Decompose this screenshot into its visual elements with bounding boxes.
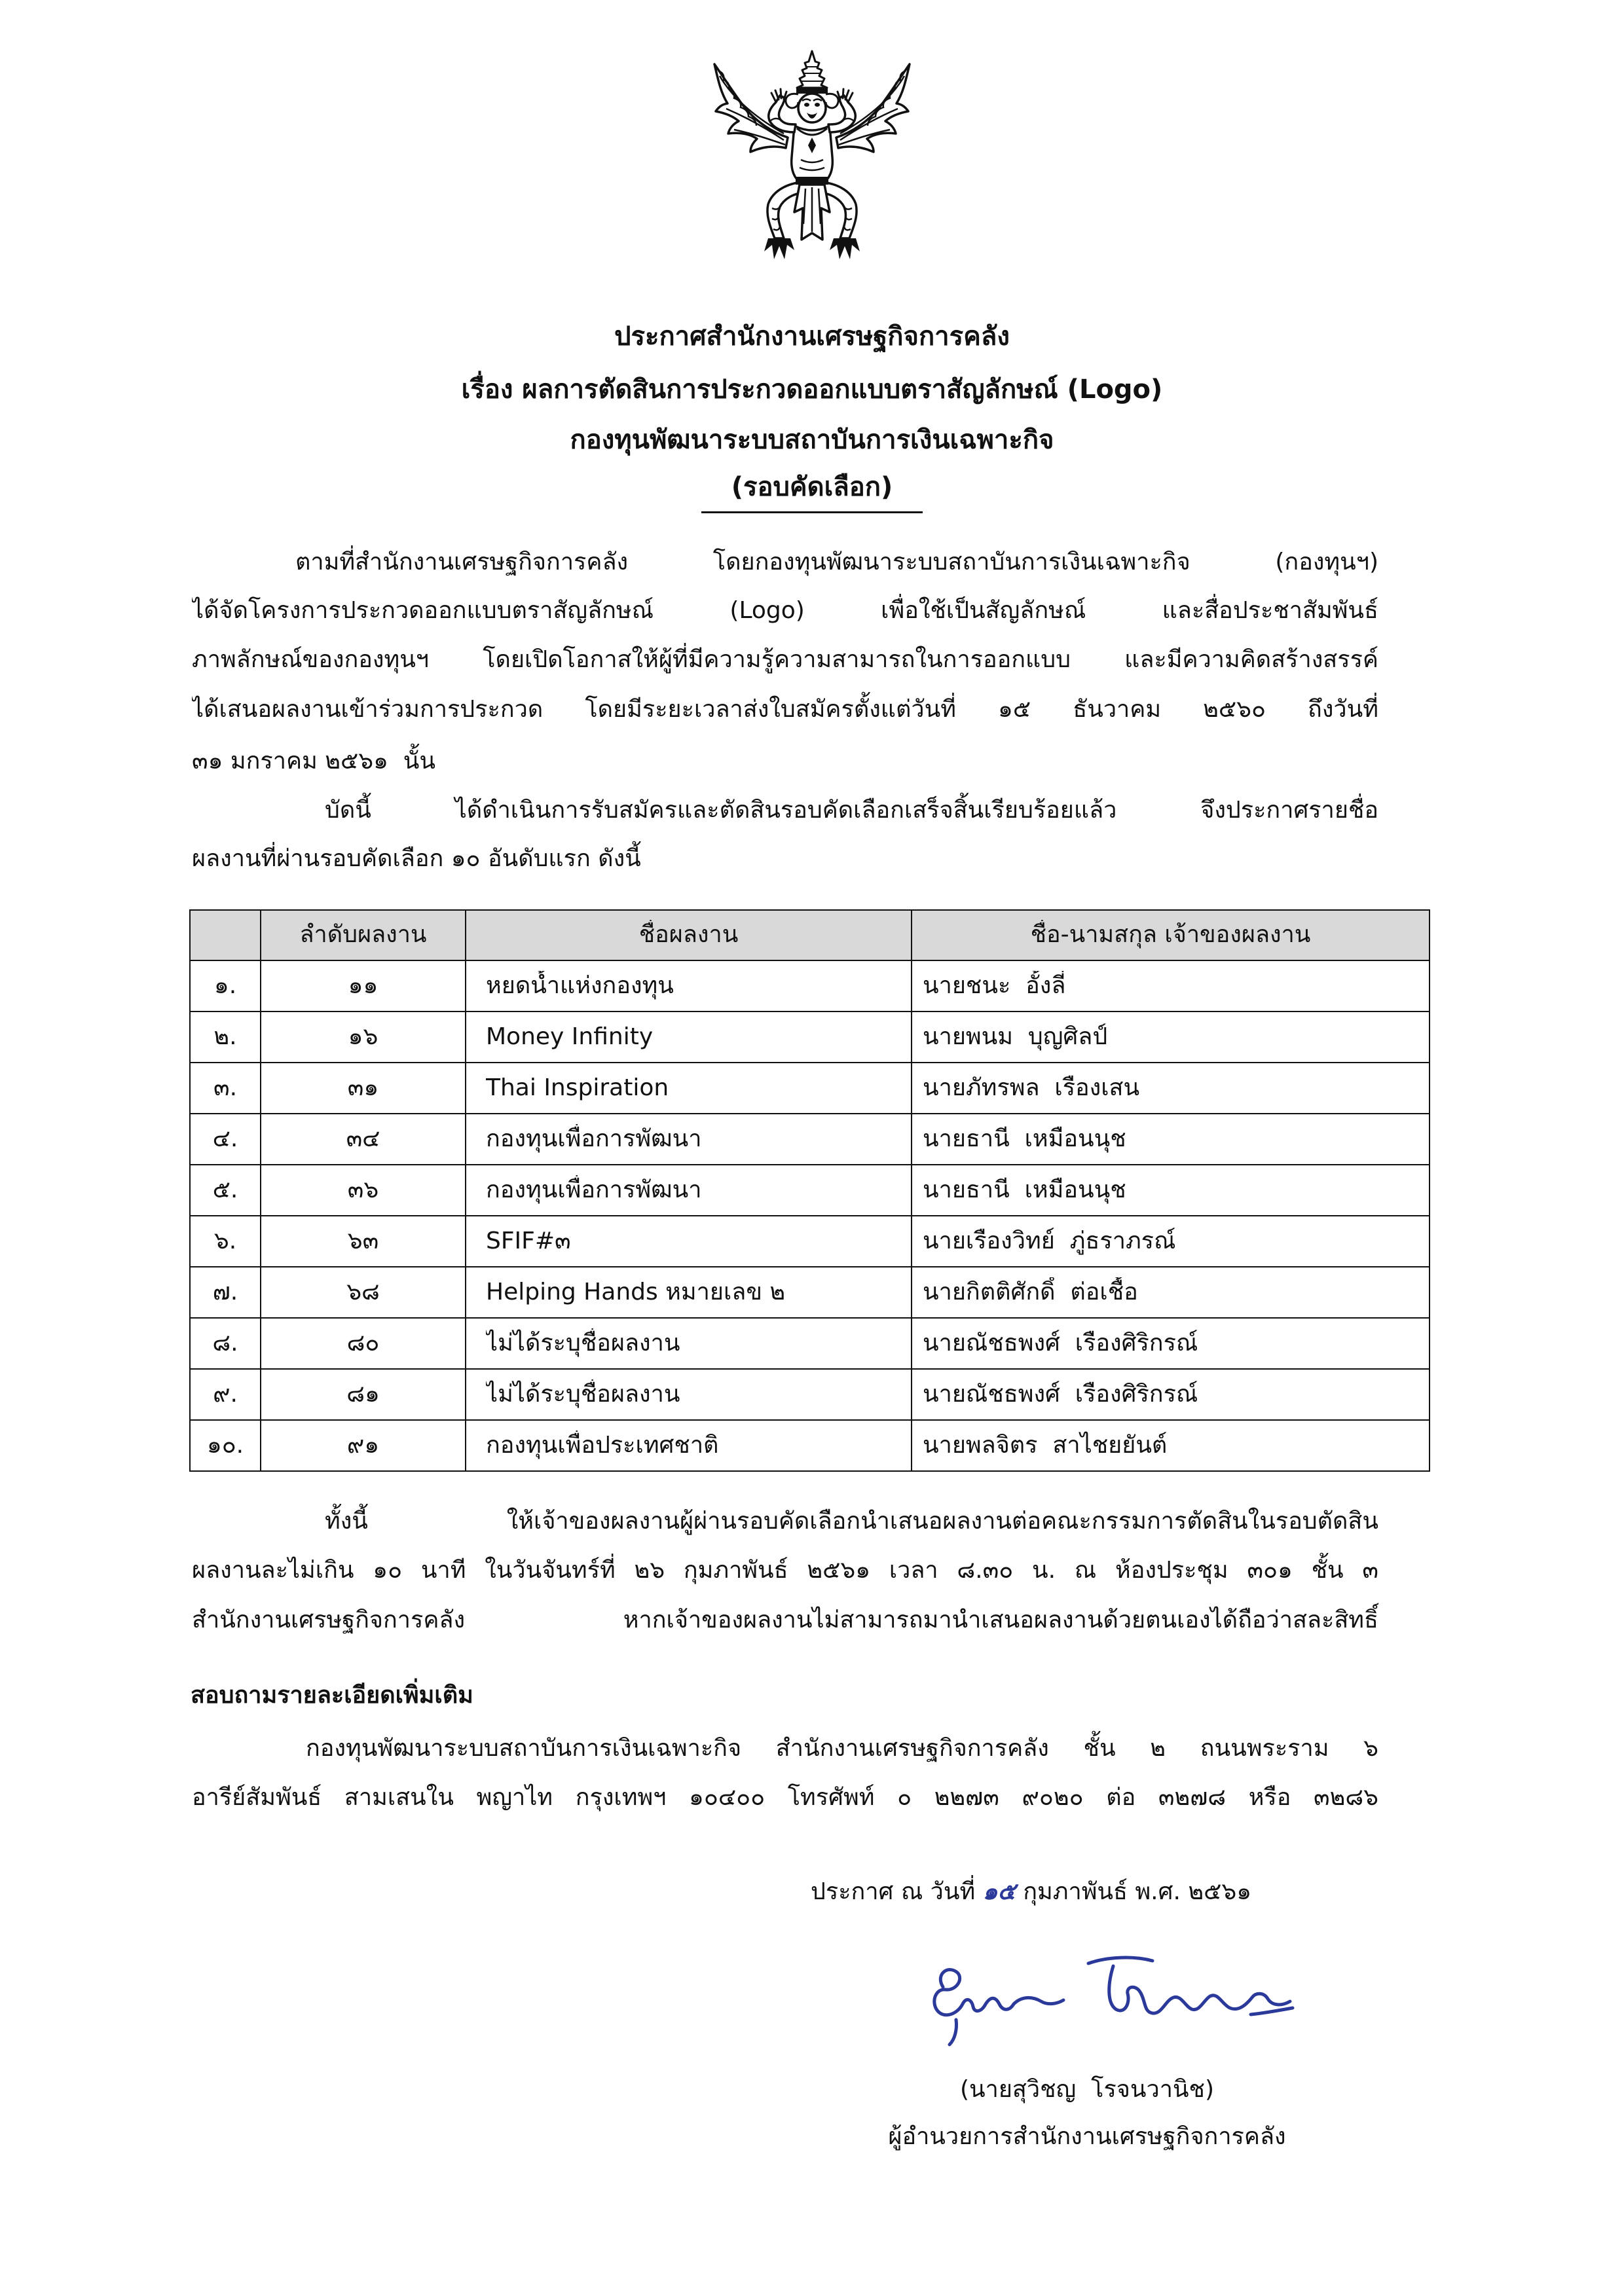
header-rank-cell (261, 910, 466, 960)
round-label: (รอบคัดเลือก) (731, 472, 893, 502)
intro-line-3: ภาพลักษณ์ของกองทุนฯ โดยเปิดโอกาสให้ผู้ที่มีความรู้ความสามารถในการออกแบบ และมีความคิดสร้างสรรค์ (192, 646, 1378, 673)
header-rank: ลำดับผลงาน (299, 921, 427, 949)
owner-cell: นายพนม บุญศิลป์ (923, 1023, 1108, 1050)
table-row (190, 1114, 1430, 1165)
owner-cell: นายธานี เหมือนนุช (923, 1125, 1126, 1152)
presentation-line-2: ผลงานละไม่เกิน ๑๐ นาที ในวันจันทร์ที่ ๒๖ กุมภาพันธ์ ๒๕๖๑ เวลา ๘.๓๐ น. ณ ห้องประชุม ๓๐๑ ชั้น ๓ (192, 1557, 1378, 1584)
intro-line-2: ได้จัดโครงการประกวดออกแบบตราสัญลักษณ์ (Logo) เพื่อใช้เป็นสัญลักษณ์ และสื่อประชาสัมพันธ์ (192, 597, 1378, 624)
presentation-line-1: ทั้งนี้ ให้เจ้าของผลงานผู้ผ่านรอบคัดเลือกนำเสนอผลงานต่อคณะกรรมการตัดสินในรอบตัดสิน (325, 1508, 1378, 1535)
rank-cell: ๑๖ (348, 1023, 378, 1050)
title-divider (701, 511, 923, 513)
contact-line-1: กองทุนพัฒนาระบบสถาบันการเงินเฉพาะกิจ สำนักงานเศรษฐกิจการคลัง ชั้น ๒ ถนนพระราม ๖ (306, 1735, 1378, 1762)
signatory-name: (นายสุวิชญ โรจนวานิช) (959, 2076, 1215, 2103)
table-row (190, 1267, 1430, 1318)
rank-cell: ๓๔ (346, 1125, 380, 1152)
results-table (189, 909, 1430, 1472)
owner-cell: นายณัชธพงศ์ เรืองศิริกรณ์ (923, 1380, 1198, 1408)
title-cell: กองทุนเพื่อประเทศชาติ (486, 1431, 719, 1459)
row-index-cell: ๘. (212, 1329, 238, 1357)
row-index-cell: ๔. (212, 1125, 238, 1152)
announcement-subject: เรื่อง ผลการตัดสินการประกวดออกแบบตราสัญลักษณ์ (Logo) (461, 374, 1163, 405)
title-cell: กองทุนเพื่อการพัฒนา (486, 1176, 702, 1203)
title-cell: Money Infinity (486, 1023, 654, 1050)
table-row (190, 1420, 1430, 1471)
row-index-cell: ๙. (213, 1380, 238, 1408)
intro-line-4: ได้เสนอผลงานเข้าร่วมการประกวด โดยมีระยะเวลาส่งใบสมัครตั้งแต่วันที่ ๑๕ ธันวาคม ๒๕๖๐ ถึงวันที่ (192, 696, 1378, 723)
contact-line-2: อารีย์สัมพันธ์ สามเสนใน พญาไท กรุงเทพฯ ๑๐๔๐๐ โทรศัพท์ ๐ ๒๒๗๓ ๙๐๒๐ ต่อ ๓๒๗๘ หรือ ๓๒๘๖ (192, 1784, 1378, 1811)
row-index-cell: ๕. (212, 1176, 238, 1203)
table-row (190, 1369, 1430, 1420)
header-owner-cell (912, 910, 1430, 960)
table-row (190, 1165, 1430, 1216)
title-cell: Helping Hands หมายเลข ๒ (486, 1278, 786, 1305)
rank-cell: ๙๑ (346, 1431, 380, 1459)
owner-cell: นายพลจิตร สาไชยยันต์ (923, 1431, 1168, 1459)
rank-cell: ๖๘ (346, 1278, 380, 1305)
owner-cell: นายณัชธพงศ์ เรืองศิริกรณ์ (923, 1329, 1198, 1357)
announcement-date (811, 1869, 1387, 1915)
owner-cell: นายเรืองวิทย์ ภู่ธราภรณ์ (923, 1227, 1176, 1254)
title-cell: หยดน้ำแห่งกองทุน (486, 972, 674, 999)
date-prefix: ประกาศ ณ วันที่ (811, 1878, 983, 1905)
rank-cell: ๘๐ (346, 1329, 380, 1357)
presentation-line-3: สำนักงานเศรษฐกิจการคลัง หากเจ้าของผลงานไม่สามารถมานำเสนอผลงานด้วยตนเองได้ถือว่าสละสิทธิ์ (192, 1607, 1378, 1633)
announcement-line-2: ผลงานที่ผ่านรอบคัดเลือก ๑๐ อันดับแรก ดังนี้ (192, 845, 641, 872)
announcement-line-1: บัดนี้ ได้ดำเนินการรับสมัครและตัดสินรอบคัดเลือกเสร็จสิ้นเรียบร้อยแล้ว จึงประกาศรายชื่อ (325, 797, 1378, 824)
row-index-cell: ๓. (213, 1074, 238, 1101)
date-suffix: กุมภาพันธ์ พ.ศ. ๒๕๖๑ (1015, 1878, 1252, 1905)
table-header-row (190, 910, 1430, 960)
title-cell: ไม่ได้ระบุชื่อผลงาน (486, 1329, 680, 1357)
header-title: ชื่อผลงาน (638, 921, 739, 949)
owner-cell: นายธานี เหมือนนุช (923, 1176, 1126, 1203)
row-index-cell: ๒. (213, 1023, 237, 1050)
row-index-cell: ๑. (213, 972, 237, 999)
intro-line-5: ๓๑ มกราคม ๒๕๖๑ นั้น (192, 748, 436, 774)
contact-heading: สอบถามรายละเอียดเพิ่มเติม (191, 1682, 473, 1709)
table-row (190, 1011, 1430, 1063)
handwritten-signature-icon (917, 1941, 1310, 2052)
table-row (190, 1063, 1430, 1114)
date-day-handwritten: ๑๕ (982, 1878, 1016, 1905)
fund-name: กองทุนพัฒนาระบบสถาบันการเงินเฉพาะกิจ (570, 425, 1054, 455)
table-row (190, 1318, 1430, 1369)
row-index-cell: ๗. (212, 1278, 238, 1305)
header-owner: ชื่อ-นามสกุล เจ้าของผลงาน (1030, 921, 1311, 949)
title-cell: SFIF#๓ (486, 1227, 571, 1254)
owner-cell: นายกิตติศักดิ์ ต่อเชื้อ (923, 1278, 1138, 1305)
row-index-cell: ๖. (213, 1227, 237, 1254)
rank-cell: ๖๓ (347, 1227, 379, 1254)
title-cell: กองทุนเพื่อการพัฒนา (486, 1125, 702, 1152)
owner-cell: นายภัทรพล เรืองเสน (923, 1074, 1140, 1101)
rank-cell: ๘๑ (346, 1380, 380, 1408)
rank-cell: ๓๖ (347, 1176, 379, 1203)
header-title-cell (466, 910, 912, 960)
title-cell: Thai Inspiration (486, 1074, 669, 1101)
announcement-title: ประกาศสำนักงานเศรษฐกิจการคลัง (614, 321, 1010, 352)
table-row (190, 960, 1430, 1011)
header-index-cell (190, 910, 261, 960)
title-cell: ไม่ได้ระบุชื่อผลงาน (486, 1380, 680, 1408)
row-index-cell: ๑๐. (206, 1431, 244, 1459)
rank-cell: ๓๑ (347, 1074, 379, 1101)
rank-cell: ๑๑ (348, 972, 378, 999)
signatory-position: ผู้อำนวยการสำนักงานเศรษฐกิจการคลัง (888, 2123, 1286, 2150)
owner-cell: นายชนะ อั้งลี่ (923, 972, 1066, 999)
intro-line-1: ตามที่สำนักงานเศรษฐกิจการคลัง โดยกองทุนพัฒนาระบบสถาบันการเงินเฉพาะกิจ (กองทุนฯ) (295, 549, 1378, 575)
table-row (190, 1216, 1430, 1267)
garuda-emblem-icon (704, 47, 920, 276)
